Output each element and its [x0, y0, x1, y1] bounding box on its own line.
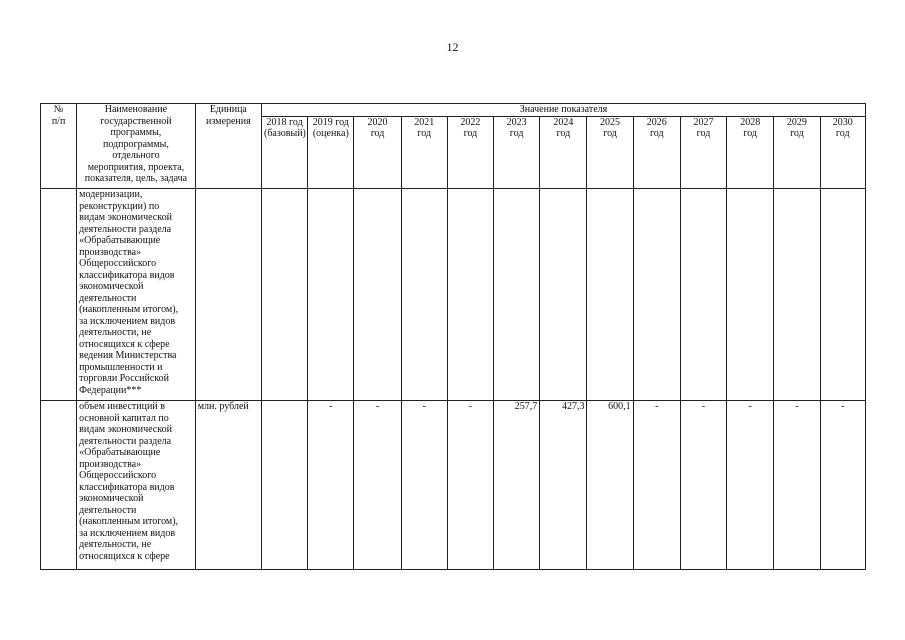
- row-value: -: [774, 401, 820, 570]
- header-year: 2022 год: [447, 116, 493, 189]
- header-year: 2028 год: [727, 116, 774, 189]
- row-value: [587, 189, 633, 401]
- row-value: [540, 189, 587, 401]
- header-value-group: Значение показателя: [262, 104, 866, 117]
- row-value: 257,7: [494, 401, 540, 570]
- row-value: -: [820, 401, 866, 570]
- row-value: [727, 189, 774, 401]
- row-name: модернизации, реконструкции) по видам экономической деятельности раздела «Обрабатывающие производства» Общероссийского классификатора видов экономической деятельности (накопленным итогом), за исключением видов деятельности, не относящихся к сфере ведения Министерства промышленности и торговли Российской Федерации***: [77, 189, 196, 401]
- header-name: Наименование государственной программы, подпрограммы, отдельного мероприятия, проекта, показателя, цель, задача: [77, 104, 196, 189]
- header-no: № п/п: [41, 104, 77, 189]
- row-value: [633, 189, 680, 401]
- row-value: 427,3: [540, 401, 587, 570]
- header-year: 2027 год: [680, 116, 726, 189]
- row-value: [354, 189, 401, 401]
- header-year: 2026 год: [633, 116, 680, 189]
- row-no: [41, 189, 77, 401]
- row-value: 600,1: [587, 401, 633, 570]
- table-row: [41, 401, 866, 570]
- row-value: [262, 189, 308, 401]
- row-value: -: [633, 401, 680, 570]
- header-year: 2029 год: [774, 116, 820, 189]
- row-value: -: [308, 401, 354, 570]
- header-year: 2021 год: [401, 116, 447, 189]
- page-number: 12: [446, 40, 459, 54]
- row-value: -: [401, 401, 447, 570]
- header-year: 2024 год: [540, 116, 587, 189]
- header-year: 2019 год (оценка): [308, 116, 354, 189]
- row-value: [262, 401, 308, 570]
- row-unit: [195, 189, 261, 401]
- table-row: [41, 189, 866, 401]
- row-value: -: [354, 401, 401, 570]
- row-unit: млн. рублей: [195, 401, 261, 570]
- row-value: [308, 189, 354, 401]
- header-year: 2023 год: [494, 116, 540, 189]
- header-unit: Единица измерения: [195, 104, 261, 189]
- row-value: [494, 189, 540, 401]
- row-value: -: [727, 401, 774, 570]
- row-value: [447, 189, 493, 401]
- row-value: -: [680, 401, 726, 570]
- row-value: [401, 189, 447, 401]
- row-value: [774, 189, 820, 401]
- header-row-1: [41, 104, 866, 117]
- row-value: [680, 189, 726, 401]
- header-year: 2030 год: [820, 116, 866, 189]
- row-name: объем инвестиций в основной капитал по видам экономической деятельности раздела «Обрабатывающие производства» Общероссийского классификатора видов экономической деятельности (накопленным итогом), за исключением видов деятельности, не относящихся к сфере: [77, 401, 196, 570]
- header-year: 2025 год: [587, 116, 633, 189]
- row-value: [820, 189, 866, 401]
- header-year: 2020 год: [354, 116, 401, 189]
- row-no: [41, 401, 77, 570]
- header-year: 2018 год (базовый): [262, 116, 308, 189]
- indicator-table: [40, 103, 866, 570]
- row-value: -: [447, 401, 493, 570]
